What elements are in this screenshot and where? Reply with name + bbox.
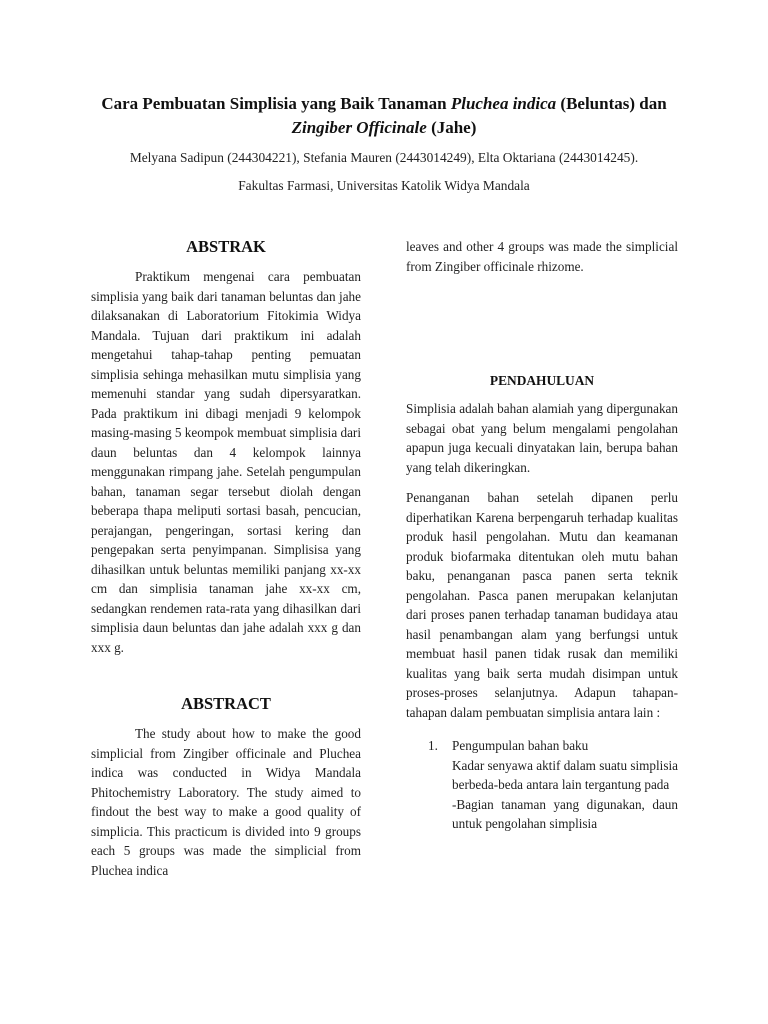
abstract-heading: ABSTRACT: [181, 694, 271, 713]
pendahuluan-heading: PENDAHULUAN: [489, 373, 595, 388]
affiliation: Fakultas Farmasi, Universitas Katolik Widya Mandala: [238, 178, 530, 193]
abstract-body: The study about how to make the good simplicial from Zingiber officinale and Pluchea indica was conducted in Widya Mandala Phitochemistry Laboratory. The study aimed to findout the best way to make a good quality of simplicia. This practicum is divided into 9 groups each 5 groups was made the simplicial from Pluchea indica: [91, 726, 361, 878]
list-item-subtext: -Bagian tanaman yang digunakan, daun untuk pengolahan simplisia: [452, 796, 678, 831]
list-item-label: Pengumpulan bahan baku: [452, 738, 589, 753]
author-list: Melyana Sadipun (244304221), Stefania Mauren (2443014249), Elta Oktariana (2443014245).: [129, 150, 639, 165]
list-item-number: 1.: [428, 738, 438, 753]
pendahuluan-para-1: Simplisia adalah bahan alamiah yang dipergunakan sebagai obat yang belum mengalami pengolahan apapun juga kecuali dinyatakan lain, berupa bahan yang telah dikeringkan.: [406, 401, 678, 475]
paper-title: [70, 92, 698, 140]
title-line1-prefix: Cara Pembuatan Simplisia yang Baik Tanaman: [101, 94, 447, 113]
list-item-text: Kadar senyawa aktif dalam suatu simplisia berbeda-beda antara lain tergantung pada: [452, 757, 678, 792]
abstrak-heading: ABSTRAK: [186, 237, 266, 256]
list-item: [406, 736, 678, 834]
abstrak-body: Praktikum mengenai cara pembuatan simplisia yang baik dari tanaman beluntas dan jahe dilaksanakan di Laboratorium Fitokimia Widya Mandala. Tujuan dari praktikum ini adalah mengetahui tahap-tahap penting pemuatan simplisia sehinga mehasilkan mutu simplisia yang memenuhi standar yang sudah dipersyaratkan. Pada praktikum ini dibagi menjadi 9 kelompok masing-masing 5 keompok membuat simplisia dari daun beluntas dan 4 kelompok lainnya menggunakan rimpang jahe. Setelah pengumpulan bahan, tanaman segar tersebut diolah dengan beberapa thapa meliputi sortasi basah, pencucian, perajangan, pengeringan, sortasi kering dan pengepakan serta penyimpanan. Simplisisa yang dihasilkan untuk beluntas memiliki panjang xx-xx cm dan simplisia tanaman jahe xx-xx cm, sedangkan rendemen rata-rata yang dihasilkan dari simplisia daun beluntas dan jahe adalah xxx g dan xxx g.: [91, 269, 361, 655]
tahapan-list: [406, 736, 678, 834]
pendahuluan-para-2: Penanganan bahan setelah dipanen perlu diperhatikan Karena berpengaruh terhadap kualitas produk hasil pengolahan. Mutu dan keamanan produk biofarmaka ditentukan oleh mutu bahan baku, penanganan pasca panen serta teknik pengolahan. Pasca panen merupakan kelanjutan dari proses panen terhadap tanaman budidaya atau hasil penambangan alam yang berfungsi untuk membuat hasil panen tidak rusak dan memiliki kualitas yang baik serta mudah disimpan untuk proses-proses selanjutnya. Adapun tahapan-tahapan dalam pembuatan simplisia antara lain :: [406, 490, 678, 720]
title-species-zingiber: Zingiber Officinale: [291, 118, 427, 137]
abstract-body-continued: leaves and other 4 groups was made the simplicial from Zingiber officinale rhizome.: [406, 239, 678, 274]
title-line2-suffix: (Jahe): [431, 118, 477, 137]
left-column: [91, 236, 361, 880]
right-column: [406, 237, 678, 834]
title-species-pluchea: Pluchea indica: [450, 94, 557, 113]
title-line1-suffix: (Beluntas) dan: [560, 94, 667, 113]
